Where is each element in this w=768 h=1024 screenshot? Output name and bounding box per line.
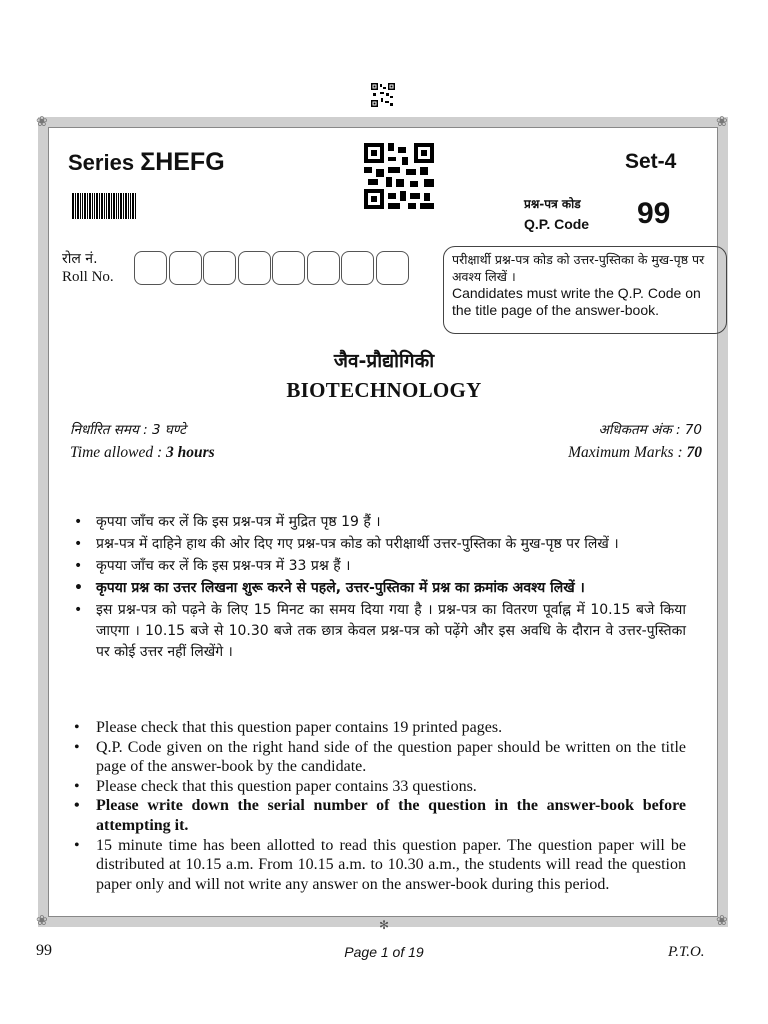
corner-ornament-icon: ❀ [716, 114, 728, 130]
qp-code-number: 99 [637, 197, 671, 230]
max-marks: Maximum Marks : 70 [568, 444, 702, 461]
time-allowed-hindi: निर्धारित समय : 3 घण्टे [70, 422, 186, 438]
note-english: Candidates must write the Q.P. Code on the title page of the answer-book. [452, 285, 701, 318]
subject-title-hindi: जैव-प्रौद्योगिकी [333, 350, 435, 372]
roll-number-box [376, 251, 409, 285]
subject-title: BIOTECHNOLOGY [286, 378, 482, 402]
pto-label: P.T.O. [668, 944, 705, 960]
instruction-item: • कृपया प्रश्न का उत्तर लिखना शुरू करने से पहले, उत्तर-पुस्तिका में प्रश्न का क्रमांक अवश्य लिखें । [66, 578, 686, 599]
asterisk-ornament-icon: ✻ [379, 918, 390, 932]
roll-number-box [238, 251, 271, 285]
corner-ornament-icon: ❀ [716, 913, 728, 929]
roll-number-box [169, 251, 202, 285]
roll-number-box [341, 251, 374, 285]
corner-ornament-icon: ❀ [36, 913, 48, 929]
roll-number-box [307, 251, 340, 285]
qp-code-label: Q.P. Code [524, 216, 590, 232]
roll-number-box [134, 251, 167, 285]
qp-code-label-hindi: प्रश्न-पत्र कोड [524, 197, 581, 211]
set-number: Set-4 [625, 150, 677, 173]
footer-code: 99 [36, 942, 52, 959]
instruction-item: • Please check that this question paper contains 33 questions. [66, 777, 686, 797]
max-marks-hindi: अधिकतम अंक : 70 [598, 422, 702, 438]
series-label: Series ΣHEFG [68, 148, 225, 176]
instructions-english [66, 718, 686, 894]
instruction-item: • इस प्रश्न-पत्र को पढ़ने के लिए 15 मिनट का समय दिया गया है । प्रश्न-पत्र का वितरण पूर्वाह्न में 10.15 बजे किया जाएगा । 10.15 बजे से 10.30 बजे तक छात्र केवल प्रश्न-पत्र को पढ़ेंगे और इस अवधि के दौरान वे उत्तर-पुस्तिका पर कोई उत्तर नहीं लिखेंगे । [66, 600, 686, 663]
instruction-item: • 15 minute time has been allotted to read this question paper. The question paper will be distributed at 10.15 a.m. From 10.15 a.m. to 10.30 a.m., the students will read the question paper only and will not write any answer on the answer-book during this period. [66, 836, 686, 895]
series-code: ΣHEFG [140, 148, 225, 176]
roll-label-hindi: रोल नं. [62, 251, 98, 267]
note-hindi: परीक्षार्थी प्रश्न-पत्र कोड को उत्तर-पुस्तिका के मुख-पृष्ठ पर अवश्य लिखें । [452, 252, 705, 284]
instruction-item: • Please check that this question paper contains 19 printed pages. [66, 718, 686, 738]
instructions-hindi [66, 512, 686, 664]
qr-code [364, 143, 434, 209]
roll-label: Roll No. [62, 269, 114, 285]
instruction-item: • कृपया जाँच कर लें कि इस प्रश्न-पत्र में मुद्रित पृष्ठ 19 हैं । [66, 512, 686, 533]
instruction-item: • प्रश्न-पत्र में दाहिने हाथ की ओर दिए गए प्रश्न-पत्र कोड को परीक्षार्थी उत्तर-पुस्तिका के मुख-पृष्ठ पर लिखें । [66, 534, 686, 555]
max-marks-value: 70 [686, 444, 702, 461]
instruction-item: • Please write down the serial number of the question in the answer-book before attempting it. [66, 796, 686, 835]
qr-code-small [371, 83, 395, 107]
time-allowed: Time allowed : 3 hours [70, 444, 215, 461]
instruction-item: • Q.P. Code given on the right hand side of the question paper should be written on the title page of the answer-book by the candidate. [66, 738, 686, 777]
roll-number-box [203, 251, 236, 285]
instruction-item: • कृपया जाँच कर लें कि इस प्रश्न-पत्र में 33 प्रश्न हैं । [66, 556, 686, 577]
candidate-note-box [443, 246, 727, 334]
page-number: Page 1 of 19 [344, 944, 424, 960]
roll-number-box [272, 251, 305, 285]
barcode [72, 193, 136, 219]
time-allowed-value: 3 hours [166, 444, 215, 461]
corner-ornament-icon: ❀ [36, 114, 48, 130]
